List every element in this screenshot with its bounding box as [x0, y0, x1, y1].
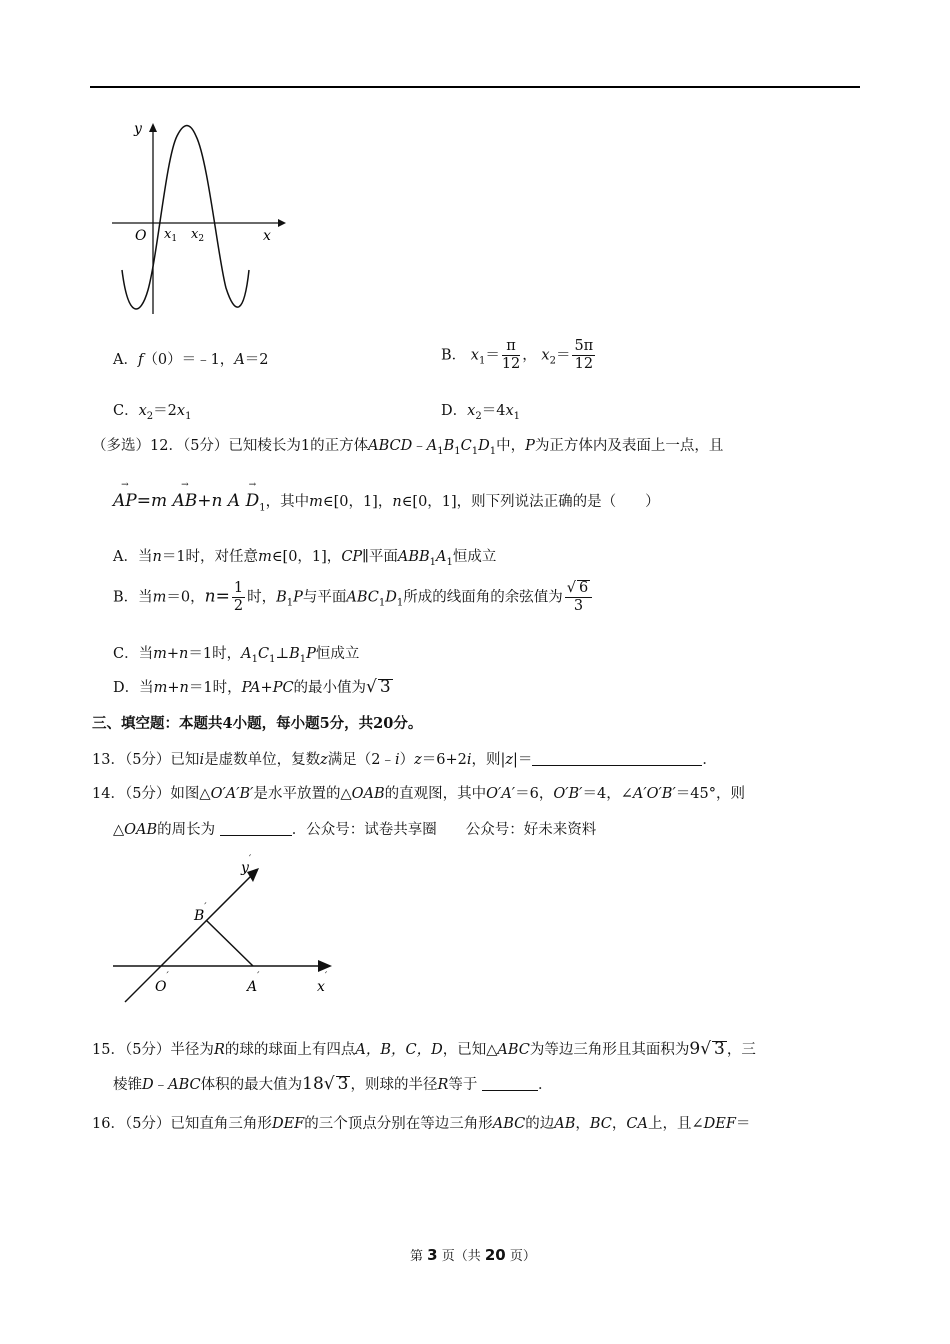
q12-stem-line1: （多选）12．（5分）已知棱长为1的正方体$ABCD﹣A_1B_1C_1D_1$中，P为正方体内及表面上一点，且 [92, 438, 724, 457]
q16-stem: 16．（5分）已知直角三角形DEF的三个顶点分别在等边三角形ABC的边AB，BC，CA上，且∠DEF＝ [92, 1116, 751, 1132]
origin-label: O [135, 228, 147, 244]
segment-ab [206, 920, 253, 966]
header-rule [90, 86, 860, 88]
q12-option-a: A．当n＝1时，对任意m∈[0，1]，CP∥平面$ABB_1A_1$恒成立 [113, 549, 497, 568]
q14-answer-blank[interactable] [220, 821, 292, 836]
q15-stem-line1: 15．（5分）半径为R的球的球面上有四点A，B，C，D，已知△ABC为等边三角形且其面积为9√ 3 ，三 [92, 1039, 756, 1059]
oblique-axes-graph [108, 846, 343, 1006]
sine-graph [108, 118, 288, 318]
frac-sqrt6-3: $\frac{√ 6}{3}$ [565, 580, 592, 615]
q15-stem-line2: 棱锥D﹣ABC体积的最大值为18√ 3 ，则球的半径R等于 ． [113, 1074, 553, 1094]
current-page-number: 3 [427, 1246, 438, 1264]
frac-pi-12: $\frac{\pi}{12}$ [501, 338, 521, 372]
q13-stem: 13．（5分）已知i是虚数单位，复数z满足（2﹣i）z＝6+2i，则|z|＝ ． [92, 752, 717, 768]
label-x-prime: x′ [317, 971, 328, 995]
q13-answer-blank[interactable] [532, 751, 702, 766]
x2-label: $x_2$ [191, 227, 205, 244]
q11-option-d: D．$x_2=4x_1$ [441, 403, 520, 422]
sine-curve [122, 126, 249, 309]
label-b-prime: B′ [194, 902, 207, 924]
q12-option-b: B．当m＝0，n= $\frac{1}{2}$ 时，$B_1P$与平面$ABC_1D_1$所成的线面角的余弦值为 $\frac{√ 6}{3}$ [113, 580, 594, 615]
q12-option-d: D．当m+n＝1时，PA+PC的最小值为√ 3 [113, 677, 391, 697]
x-label: x [263, 228, 271, 244]
q14-stem-line2: △OAB的周长为 ．公众号：试卷共享圈 公众号：好未来资料 [113, 822, 597, 838]
y-label: y [134, 121, 142, 137]
y-prime-axis [125, 874, 253, 1002]
x-axis-arrow [278, 219, 286, 227]
q12-stem-line2: → AP=m → AB+n $A \to D_1$，其中m∈[0，1]，n∈[0，1]，则下列说法正确的是（ ） [113, 490, 660, 513]
label-y-prime: y′ [241, 854, 252, 876]
frac-5pi-12: $\frac{5\pi}{12}$ [574, 338, 594, 372]
frac-1-2: $\frac{1}{2}$ [233, 580, 244, 614]
q12-option-c: C．当m+n＝1时，$A_1C_1\perp B_1P$恒成立 [113, 646, 360, 665]
page-footer: 第 3 页（共 20 页） [410, 1246, 536, 1264]
q15-answer-blank[interactable] [482, 1076, 538, 1091]
x1-label: $x_1$ [164, 227, 178, 244]
total-pages: 20 [484, 1246, 506, 1264]
label-a-prime: A′ [247, 971, 260, 995]
y-axis-arrow [149, 123, 157, 132]
q14-stem-line1: 14．（5分）如图△O′A′B′是水平放置的△OAB的直观图，其中O′A′＝6，O′B′＝4，∠A′O′B′＝45°，则 [92, 786, 745, 802]
label-o-prime: O′ [155, 971, 169, 995]
q11-option-b: B． $x_1=$ $\frac{\pi}{12}$ ， $x_2=$ $\frac{5\pi}{12}$ [441, 338, 594, 372]
q11-option-c: C．$x_2=2x_1$ [113, 403, 192, 422]
q11-option-a: A．f（0）＝﹣1，A＝2 [113, 352, 269, 368]
section-fill-in-title: 三、填空题：本题共4小题，每小题5分，共20分。 [92, 715, 423, 732]
